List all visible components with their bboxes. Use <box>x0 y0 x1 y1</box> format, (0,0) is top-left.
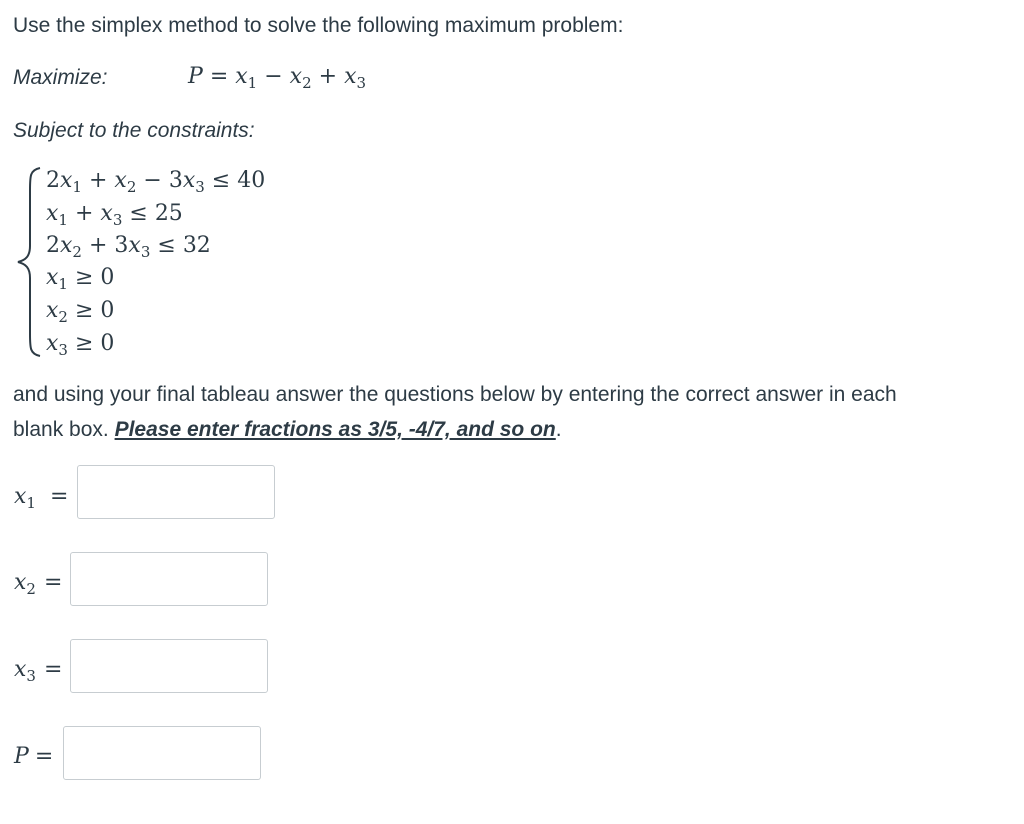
rhs: 0 <box>100 331 115 356</box>
answer-label-x2 <box>14 570 63 598</box>
instructions-line-1: and using your final tableau answer the questions below by entering the correct answer in each <box>13 383 897 406</box>
subscript: 2 <box>126 178 137 196</box>
subscript: 1 <box>72 178 82 196</box>
answer-label-x1 <box>14 484 69 512</box>
subscript: 2 <box>58 308 68 326</box>
constraint-row <box>46 168 266 196</box>
relation: ≤ <box>157 233 176 258</box>
answer-input-p[interactable] <box>63 726 261 780</box>
constraint-row <box>46 298 115 326</box>
answer-label-p <box>14 744 53 769</box>
rhs: 32 <box>182 233 211 258</box>
subscript: 1 <box>58 211 68 229</box>
objective-term-sub: 3 <box>356 74 367 92</box>
answer-eq: = <box>43 657 63 682</box>
variable: x <box>46 331 59 356</box>
answer-input-x1[interactable] <box>77 465 275 519</box>
variable: x <box>60 168 73 193</box>
answer-input-x3[interactable] <box>70 639 268 693</box>
subscript: 3 <box>112 211 123 229</box>
objective-term-name: x <box>289 64 303 89</box>
objective-term-name: x <box>235 64 248 89</box>
answer-eq: = <box>43 570 63 595</box>
objective-term-sub: 1 <box>247 74 258 92</box>
instructions-line-2 <box>13 418 562 442</box>
answer-eq: = <box>49 484 69 509</box>
answer-sub: 3 <box>26 667 36 685</box>
objective-term-sign: − <box>264 64 283 89</box>
answer-label-x3 <box>14 657 63 685</box>
answer-var: P <box>14 744 29 769</box>
subscript: 2 <box>72 243 82 261</box>
operator: + <box>74 201 94 226</box>
instructions-prefix: blank box. <box>13 418 115 441</box>
objective-var: P <box>188 64 203 89</box>
objective-term-sub: 2 <box>302 74 312 92</box>
variable: x <box>46 265 59 290</box>
variable: x <box>60 233 73 258</box>
operator: + <box>88 168 108 193</box>
variable: x <box>114 168 127 193</box>
relation: ≥ <box>74 298 94 323</box>
answer-eq: = <box>34 744 54 769</box>
operator: + <box>88 233 108 258</box>
subscript: 3 <box>58 341 68 359</box>
variable: x <box>100 201 113 226</box>
objective-term-sign: + <box>318 64 338 89</box>
constraint-row <box>46 265 115 293</box>
constraint-brace <box>14 166 44 358</box>
rhs: 0 <box>100 298 115 323</box>
relation: ≤ <box>211 168 231 193</box>
subscript: 1 <box>58 275 68 293</box>
answer-var: x <box>14 657 27 682</box>
variable: x <box>46 201 59 226</box>
objective-term-name: x <box>344 64 357 89</box>
answer-sub: 2 <box>26 580 36 598</box>
constraint-row <box>46 201 183 229</box>
maximize-label: Maximize: <box>13 66 108 89</box>
subscript: 3 <box>140 243 151 261</box>
constraint-row <box>46 233 211 261</box>
instructions-suffix: . <box>555 418 562 441</box>
operator: − <box>143 168 162 193</box>
answer-var: x <box>14 570 27 595</box>
answer-var: x <box>14 484 27 509</box>
answer-sub: 1 <box>26 494 36 512</box>
variable: x <box>182 168 196 193</box>
coefficient: 3 <box>168 168 183 193</box>
coefficient: 2 <box>46 168 60 193</box>
answer-input-x2[interactable] <box>70 552 268 606</box>
coefficient: 2 <box>46 233 60 258</box>
rhs: 25 <box>154 201 183 226</box>
objective-eq: = <box>209 64 229 89</box>
constraint-row <box>46 331 115 359</box>
rhs: 40 <box>237 168 266 193</box>
coefficient: 3 <box>114 233 129 258</box>
relation: ≥ <box>74 265 94 290</box>
fraction-format-note: Please enter fractions as 3/5, -4/7, and so on <box>114 418 556 441</box>
relation: ≤ <box>129 201 148 226</box>
intro-text: Use the simplex method to solve the following maximum problem: <box>13 14 624 37</box>
constraints-label: Subject to the constraints: <box>13 119 255 142</box>
objective-function <box>188 64 367 92</box>
variable: x <box>46 298 59 323</box>
variable: x <box>128 233 141 258</box>
subscript: 3 <box>195 178 205 196</box>
rhs: 0 <box>100 265 115 290</box>
relation: ≥ <box>74 331 94 356</box>
